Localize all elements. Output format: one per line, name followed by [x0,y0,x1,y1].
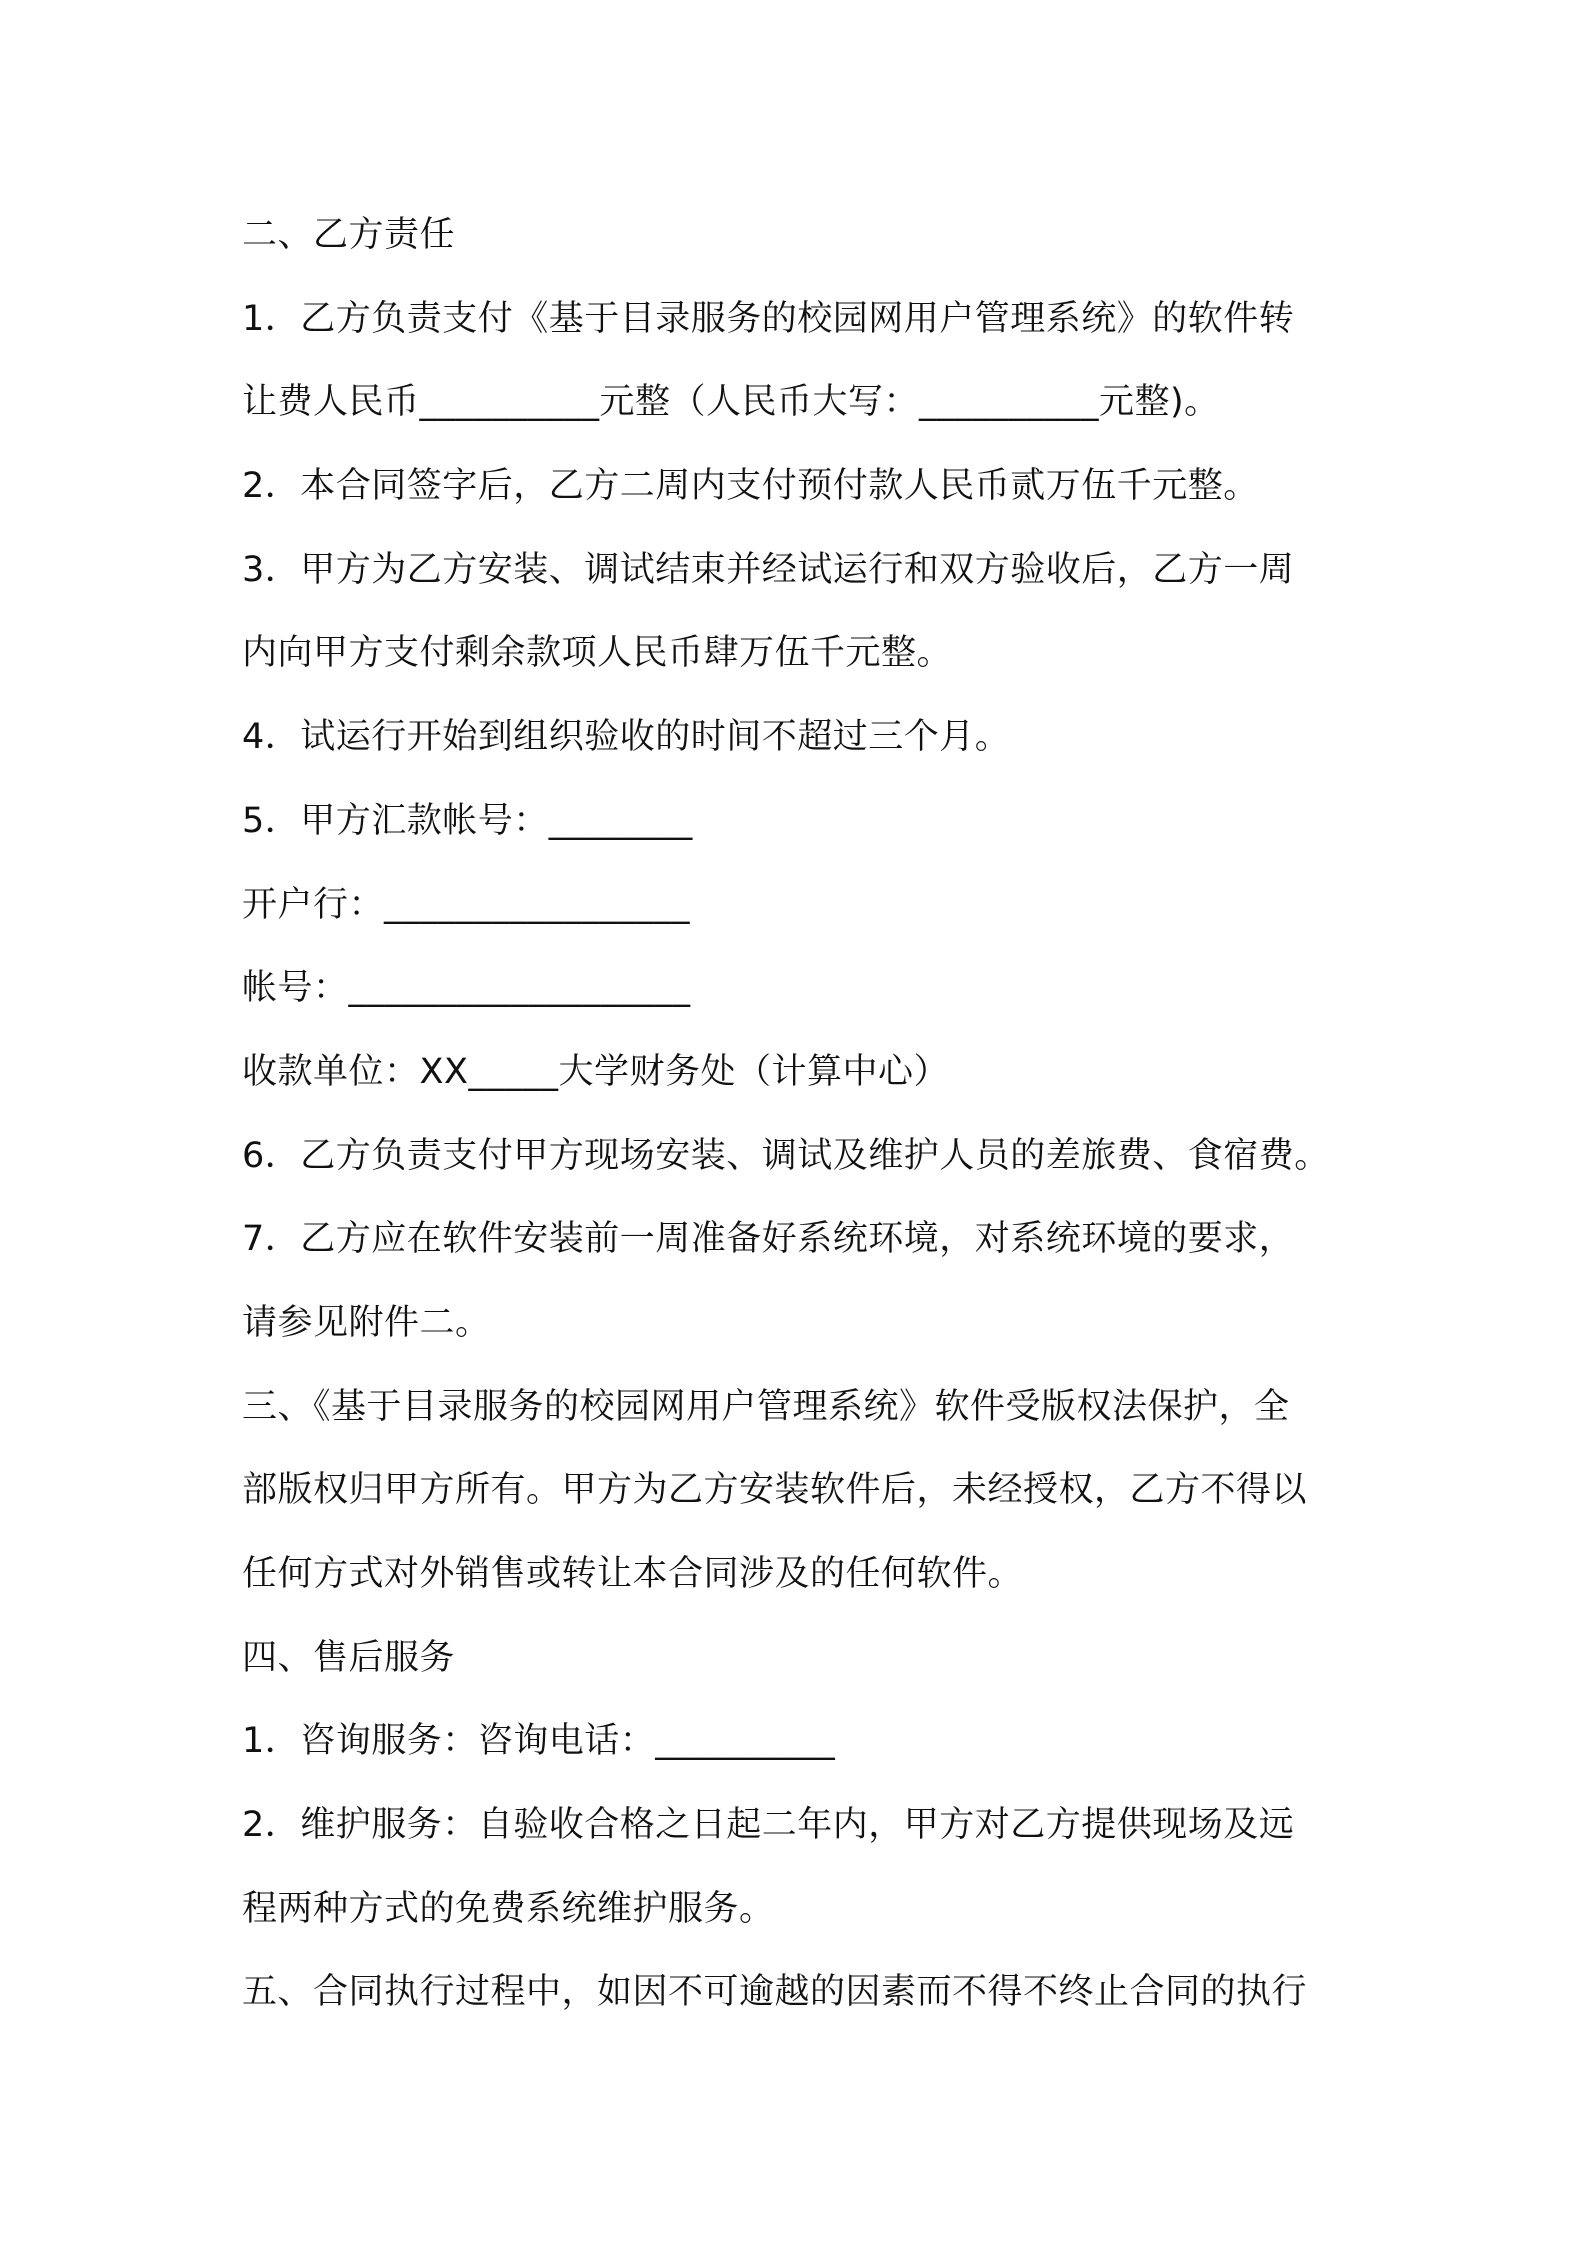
paragraph-line: 让费人民币__________元整（人民币大写：__________元整)。 [242,382,1220,423]
section-heading: 二、乙方责任 [242,215,456,255]
paragraph-line: 开户行：_________________ [242,884,691,925]
paragraph-line: 请参见附件二。 [242,1302,491,1343]
paragraph-line: 程两种方式的免费系统维护服务。 [242,1888,775,1929]
section-paragraph-line: 三、《基于目录服务的校园网用户管理系统》软件受版权法保护，全 [242,1386,1290,1427]
paragraph-line: 内向甲方支付剩余款项人民币肆万伍千元整。 [242,633,953,674]
paragraph-line: 收款单位：XX_____大学财务处（计算中心） [242,1051,949,1092]
section-heading: 四、售后服务 [242,1637,456,1678]
paragraph-line: 任何方式对外销售或转让本合同涉及的任何软件。 [242,1554,1024,1594]
paragraph-line: 2．维护服务：自验收合格之日起二年内，甲方对乙方提供现场及远 [242,1805,1295,1846]
paragraph-line: 帐号：___________________ [242,968,691,1009]
paragraph-line: 4．试运行开始到组织验收的时间不超过三个月。 [242,717,1011,758]
paragraph-line: 5．甲方汇款帐号：________ [242,800,693,841]
paragraph-line: 6．乙方负责支付甲方现场安装、调试及维护人员的差旅费、食宿费。 [242,1135,1330,1176]
section-paragraph-line: 五、合同执行过程中，如因不可逾越的因素而不得不终止合同的执行 [242,1972,1308,2013]
paragraph-line: 1．咨询服务：咨询电话：__________ [242,1721,836,1762]
paragraph-line: 3．甲方为乙方安装、调试结束并经试运行和双方验收后，乙方一周 [242,549,1295,590]
paragraph-line: 7．乙方应在软件安装前一周准备好系统环境，对系统环境的要求， [242,1219,1295,1260]
paragraph-line: 部版权归甲方所有。甲方为乙方安装软件后，未经授权，乙方不得以 [242,1470,1308,1511]
document-body [242,194,1382,2035]
paragraph-line: 1．乙方负责支付《基于目录服务的校园网用户管理系统》的软件转 [242,298,1295,339]
paragraph-line: 2．本合同签字后，乙方二周内支付预付款人民币贰万伍千元整。 [242,466,1259,507]
